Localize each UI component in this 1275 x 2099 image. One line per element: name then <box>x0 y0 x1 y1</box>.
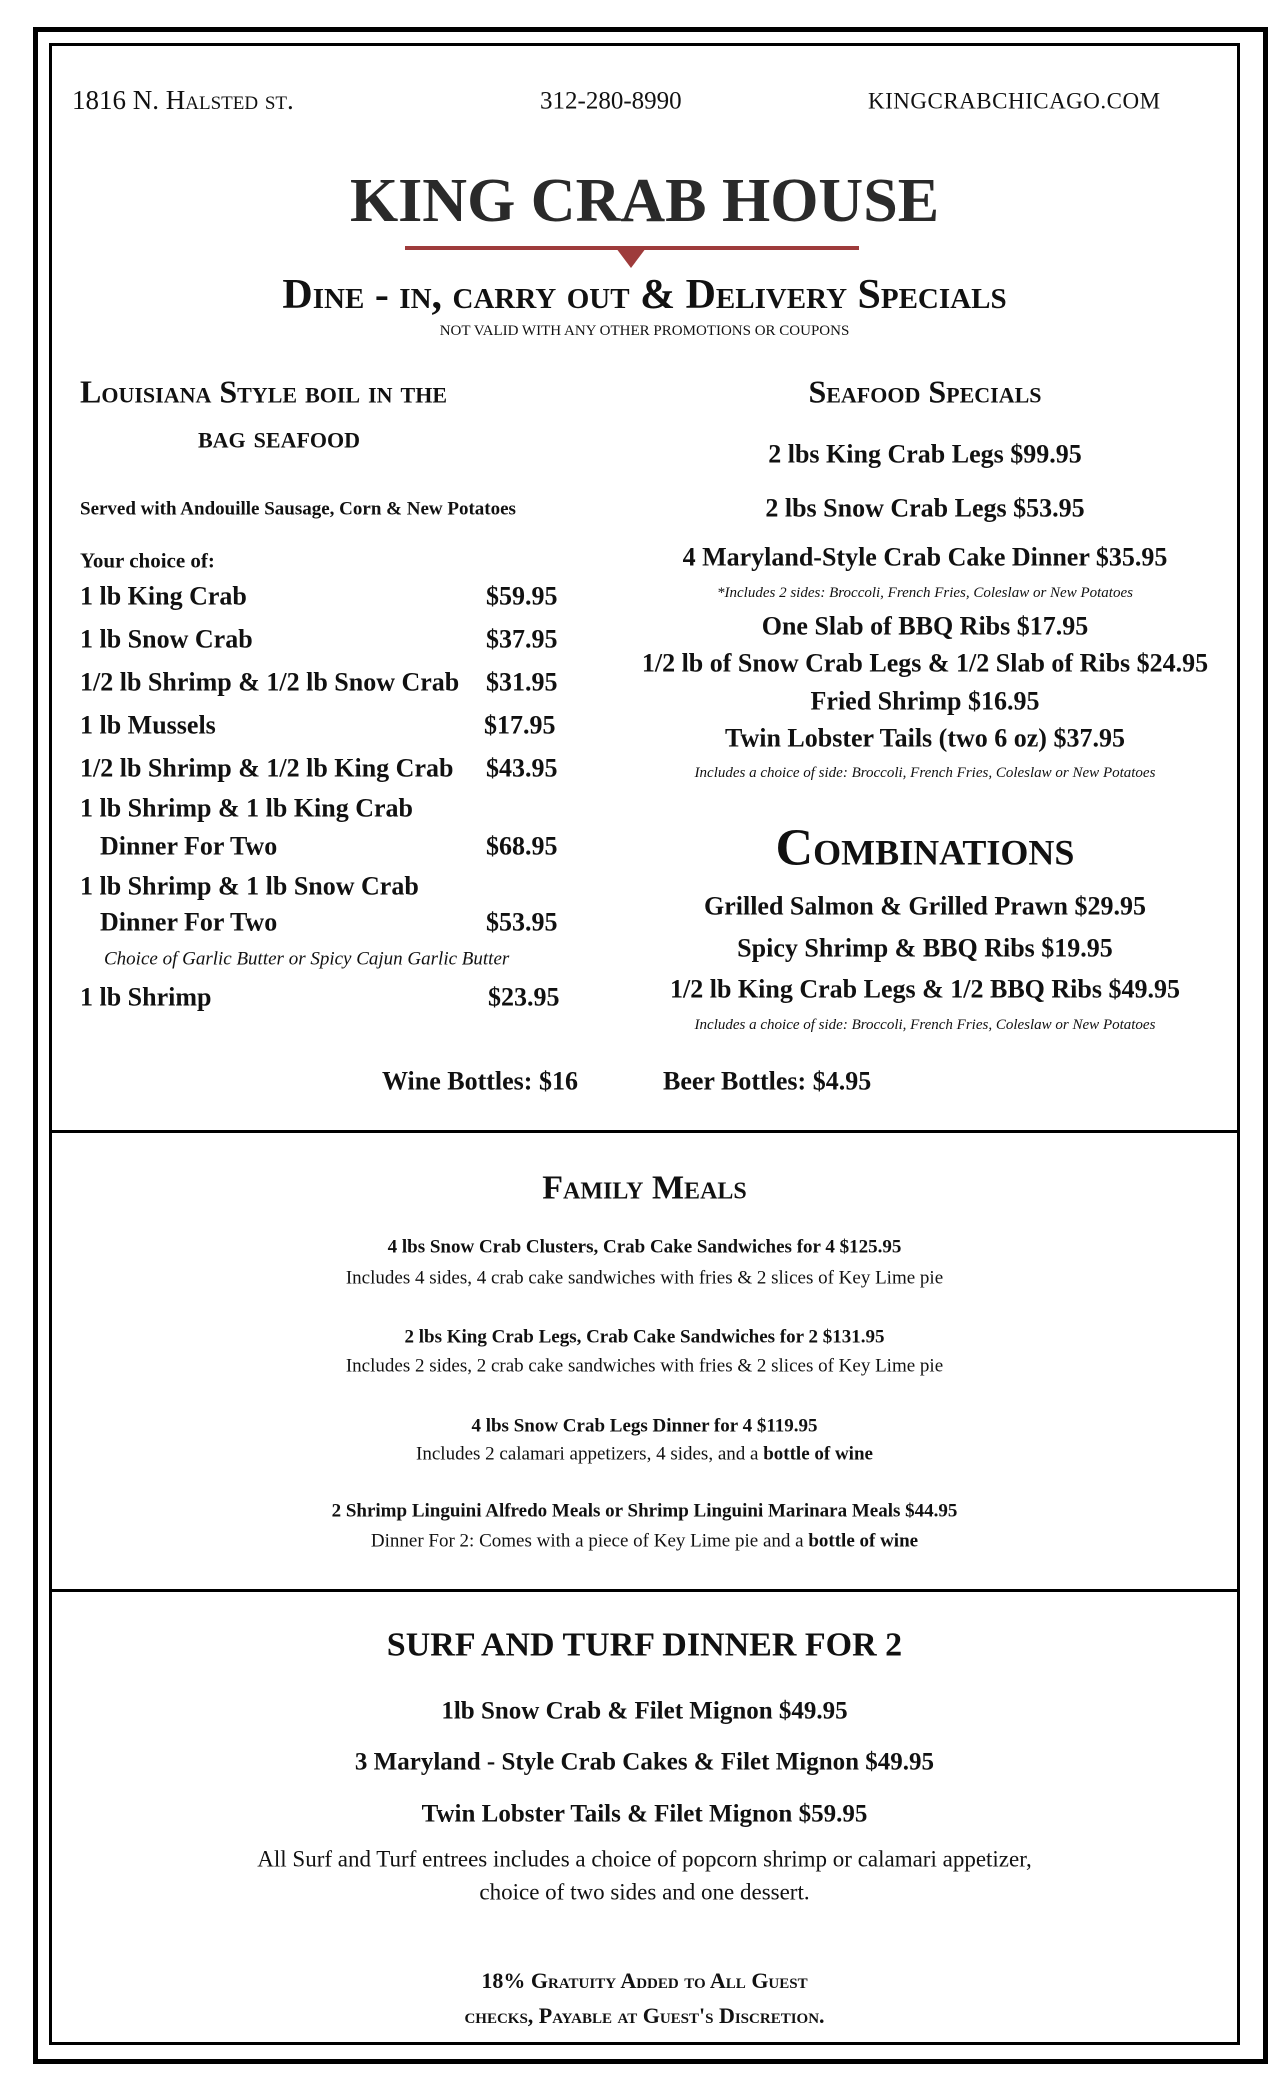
boil-item-price: $17.95 <box>484 710 556 740</box>
family-item-desc <box>49 1532 1240 1553</box>
disclaimer: NOT VALID WITH ANY OTHER PROMOTIONS OR COUPONS <box>439 322 850 339</box>
boil-heading: Louisiana Style boil in the <box>80 373 448 410</box>
boil-item-name: 1/2 lb Shrimp & 1/2 lb Snow Crab <box>80 667 460 697</box>
seafood-heading: Seafood Specials <box>808 373 1042 410</box>
boil-item-name: 1 lb Mussels <box>80 710 216 740</box>
boil-item-name: 1 lb Shrimp & 1 lb Snow Crab <box>80 871 419 901</box>
desc-text: Dinner For 2: Comes with a piece of Key Lime pie and a <box>370 1530 809 1552</box>
restaurant-title: KING CRAB HOUSE <box>349 166 940 235</box>
boil-item-price: $23.95 <box>488 982 560 1012</box>
surf-item: Twin Lobster Tails & Filet Mignon $59.95 <box>421 1800 868 1828</box>
section-divider <box>49 1589 1240 1592</box>
beer-bottles: Beer Bottles: $4.95 <box>663 1066 872 1096</box>
surf-item: 1lb Snow Crab & Filet Mignon $49.95 <box>441 1697 848 1725</box>
inner-border <box>49 43 1240 2045</box>
family-item-desc: Includes 4 sides, 4 crab cake sandwiches with fries & 2 slices of Key Lime pie <box>345 1267 944 1289</box>
boil-item-name: 1 lb Shrimp <box>80 982 212 1012</box>
family-item-title: 4 lbs Snow Crab Clusters, Crab Cake Sandwiches for 4 $125.95 <box>387 1236 902 1258</box>
surf-item: 3 Maryland - Style Crab Cakes & Filet Mignon $49.95 <box>354 1748 935 1776</box>
seafood-item: 2 lbs King Crab Legs $99.95 <box>768 439 1082 469</box>
website: KINGCRABCHICAGO.COM <box>868 88 1161 114</box>
address: 1816 N. Halsted st. <box>72 85 294 116</box>
butter-note: Choice of Garlic Butter or Spicy Cajun Garlic Butter <box>104 948 510 970</box>
wine-bottles: Wine Bottles: $16 <box>382 1066 578 1096</box>
boil-item-name: 1 lb Snow Crab <box>80 624 253 654</box>
combination-item: Spicy Shrimp & BBQ Ribs $19.95 <box>737 933 1113 963</box>
surf-note-line2: choice of two sides and one dessert. <box>479 1879 810 1905</box>
surf-heading: SURF AND TURF DINNER FOR 2 <box>386 1626 903 1664</box>
boil-item-name: 1 lb King Crab <box>80 581 247 611</box>
desc-text: Includes 2 calamari appetizers, 4 sides, and a <box>416 1443 764 1465</box>
boil-heading-line2: bag seafood <box>198 418 361 455</box>
desc-bold: bottle of wine <box>763 1443 873 1465</box>
rule-triangle-icon <box>616 248 646 268</box>
combination-item: 1/2 lb King Crab Legs & 1/2 BBQ Ribs $49.95 <box>670 974 1180 1004</box>
phone: 312-280-8990 <box>540 87 682 115</box>
seafood-item: 4 Maryland-Style Crab Cake Dinner $35.95 <box>682 542 1168 572</box>
boil-item-name: 1/2 lb Shrimp & 1/2 lb King Crab <box>80 753 454 783</box>
boil-item-name-line2: Dinner For Two <box>100 907 278 937</box>
combination-side-note: Includes a choice of side: Broccoli, French Fries, Coleslaw or New Potatoes <box>694 1016 1156 1033</box>
seafood-item: One Slab of BBQ Ribs $17.95 <box>761 611 1089 641</box>
boil-item-price: $43.95 <box>486 753 558 783</box>
gratuity-notice: 18% Gratuity Added to All Guest <box>481 1967 808 1993</box>
boil-item-price: $68.95 <box>486 831 558 861</box>
side-note: Includes a choice of side: Broccoli, French Fries, Coleslaw or New Potatoes <box>694 764 1156 781</box>
surf-note: All Surf and Turf entrees includes a choice of popcorn shrimp or calamari appetizer, <box>257 1846 1032 1872</box>
choice-label: Your choice of: <box>80 548 215 573</box>
combination-item: Grilled Salmon & Grilled Prawn $29.95 <box>704 891 1146 921</box>
family-item-desc: Includes 2 sides, 2 crab cake sandwiches with fries & 2 slices of Key Lime pie <box>345 1355 944 1377</box>
boil-item-name-line2: Dinner For Two <box>100 831 278 861</box>
seafood-item: Fried Shrimp $16.95 <box>810 686 1040 716</box>
boil-item-name: 1 lb Shrimp & 1 lb King Crab <box>80 793 414 823</box>
seafood-item: Twin Lobster Tails (two 6 oz) $37.95 <box>725 723 1125 753</box>
served-with: Served with Andouille Sausage, Corn & New Potatoes <box>80 498 516 520</box>
combinations-heading: Combinations <box>775 819 1075 877</box>
family-item-title: 4 lbs Snow Crab Legs Dinner for 4 $119.95 <box>471 1415 818 1437</box>
subtitle: Dine - in, carry out & Delivery Specials <box>282 271 1007 318</box>
boil-item-price: $59.95 <box>486 581 558 611</box>
boil-item-price: $53.95 <box>486 907 558 937</box>
seafood-item: 1/2 lb of Snow Crab Legs & 1/2 Slab of Ribs $24.95 <box>641 648 1209 678</box>
seafood-item: 2 lbs Snow Crab Legs $53.95 <box>765 493 1085 523</box>
desc-bold: bottle of wine <box>808 1530 919 1552</box>
family-item-desc <box>49 1445 1240 1466</box>
family-item-title: 2 lbs King Crab Legs, Crab Cake Sandwiches for 2 $131.95 <box>404 1326 885 1348</box>
family-item-title: 2 Shrimp Linguini Alfredo Meals or Shrimp Linguini Marinara Meals $44.95 <box>331 1500 958 1522</box>
crab-cake-note: *Includes 2 sides: Broccoli, French Fries, Coleslaw or New Potatoes <box>717 584 1133 601</box>
gratuity-notice-line2: checks, Payable at Guest's Discretion. <box>464 2002 825 2028</box>
section-divider <box>49 1130 1240 1133</box>
boil-item-price: $37.95 <box>486 624 558 654</box>
boil-item-price: $31.95 <box>486 667 558 697</box>
family-heading: Family Meals <box>542 1169 747 1207</box>
